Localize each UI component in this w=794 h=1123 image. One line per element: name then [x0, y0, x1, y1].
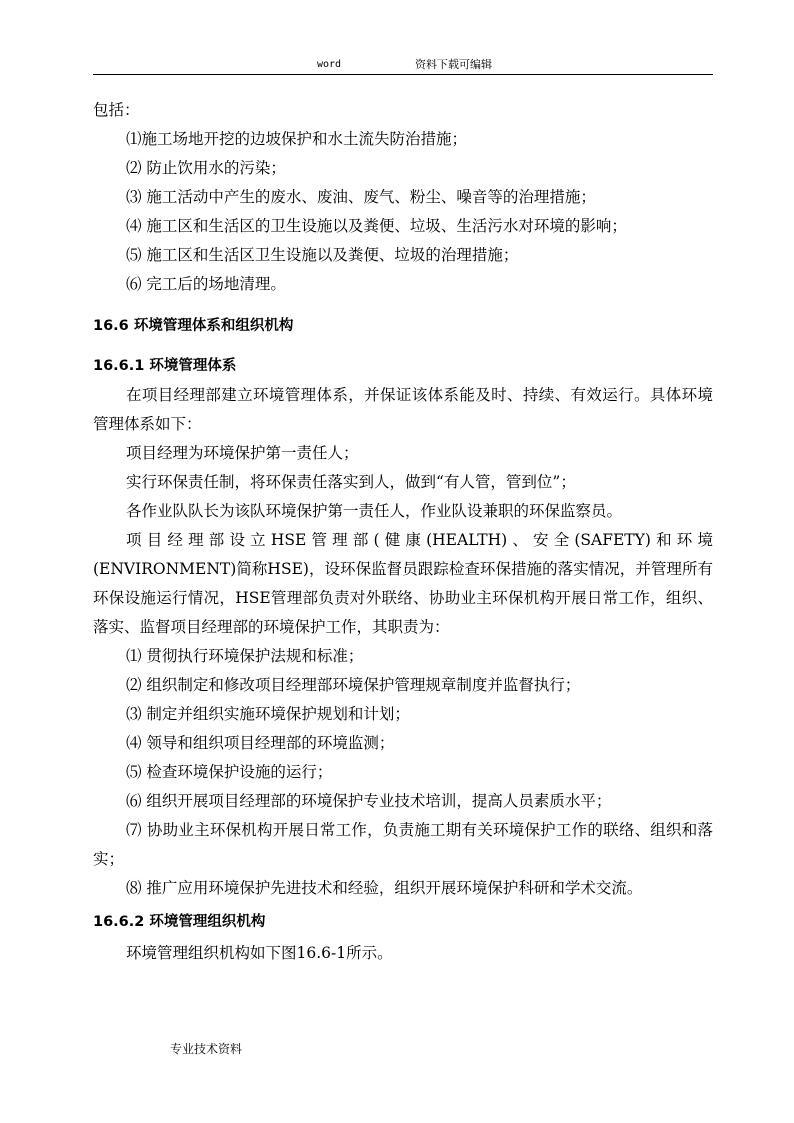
list-item: ⑸ 施工区和生活区卫生设施以及粪便、垃圾的治理措施；: [126, 246, 519, 264]
duty-item: ⑴ 贯彻执行环境保护法规和标准；: [126, 647, 364, 665]
duty-item: ⑸ 检查环境保护设施的运行；: [126, 763, 333, 781]
paragraph: 项目经理部设立HSE管理部(健康(HEALTH)、安全(SAFETY)和环境(ENVIRONMENT)简称HSE)，设环保监督员跟踪检查环保措施的落实情况，并管理所有环保设施运行情况，HSE管理部负责对外联络、协助业主环保机构开展日常工作，组织、落实、监督项目经理部的环境保护工作，其职责为：: [93, 531, 713, 636]
section-heading-16-6-1: 16.6.1 环境管理体系: [93, 358, 237, 374]
list-item: ⑵ 防止饮用水的污染；: [126, 159, 286, 177]
duty-item: ⑺ 协助业主环保机构开展日常工作，负责施工期有关环境保护工作的联络、组织和落实；: [93, 821, 713, 868]
paragraph-line: 实行环保责任制，将环保责任落实到人，做到“有人管，管到位”；: [126, 473, 576, 491]
list-item: ⑴施工场地开挖的边坡保护和水土流失防治措施；: [126, 130, 468, 148]
duty-item: ⑷ 领导和组织项目经理部的环境监测；: [126, 734, 395, 752]
paragraph-line: 各作业队队长为该队环境保护第一责任人，作业队设兼职的环保监察员。: [126, 502, 623, 520]
paragraph-line: 环境管理组织机构如下图16.6-1所示。: [126, 944, 393, 962]
page-footer: 专业技术资料: [170, 1042, 243, 1056]
page-header: [93, 56, 713, 75]
header-right-text: 资料下载可编辑: [415, 58, 492, 71]
section-heading-16-6-2: 16.6.2 环境管理组织机构: [93, 914, 266, 930]
paragraph-line: 项目经理为环境保护第一责任人；: [126, 444, 359, 462]
duty-item: ⑵ 组织制定和修改项目经理部环境保护管理规章制度并监督执行；: [126, 676, 581, 694]
document-body: [93, 96, 713, 968]
duty-item: ⑹ 组织开展项目经理部的环境保护专业技术培训，提高人员素质水平；: [126, 792, 612, 810]
duty-item: ⑶ 制定并组织实施环境保护规划和计划；: [126, 705, 410, 723]
duty-item: ⑻ 推广应用环境保护先进技术和经验，组织开展环境保护科研和学术交流。: [126, 879, 643, 897]
paragraph: 在项目经理部建立环境管理体系，并保证该体系能及时、持续、有效运行。具体环境管理体系如下：: [93, 386, 713, 433]
header-left-text: word: [317, 59, 342, 70]
list-item: ⑹ 完工后的场地清理。: [126, 275, 286, 293]
intro-text: 包括：: [93, 101, 140, 119]
section-heading-16-6: 16.6 环境管理体系和组织机构: [93, 318, 294, 334]
list-item: ⑶ 施工活动中产生的废水、废油、废气、粉尘、噪音等的治理措施；: [126, 188, 596, 206]
list-item: ⑷ 施工区和生活区的卫生设施以及粪便、垃圾、生活污水对环境的影响；: [126, 217, 627, 235]
